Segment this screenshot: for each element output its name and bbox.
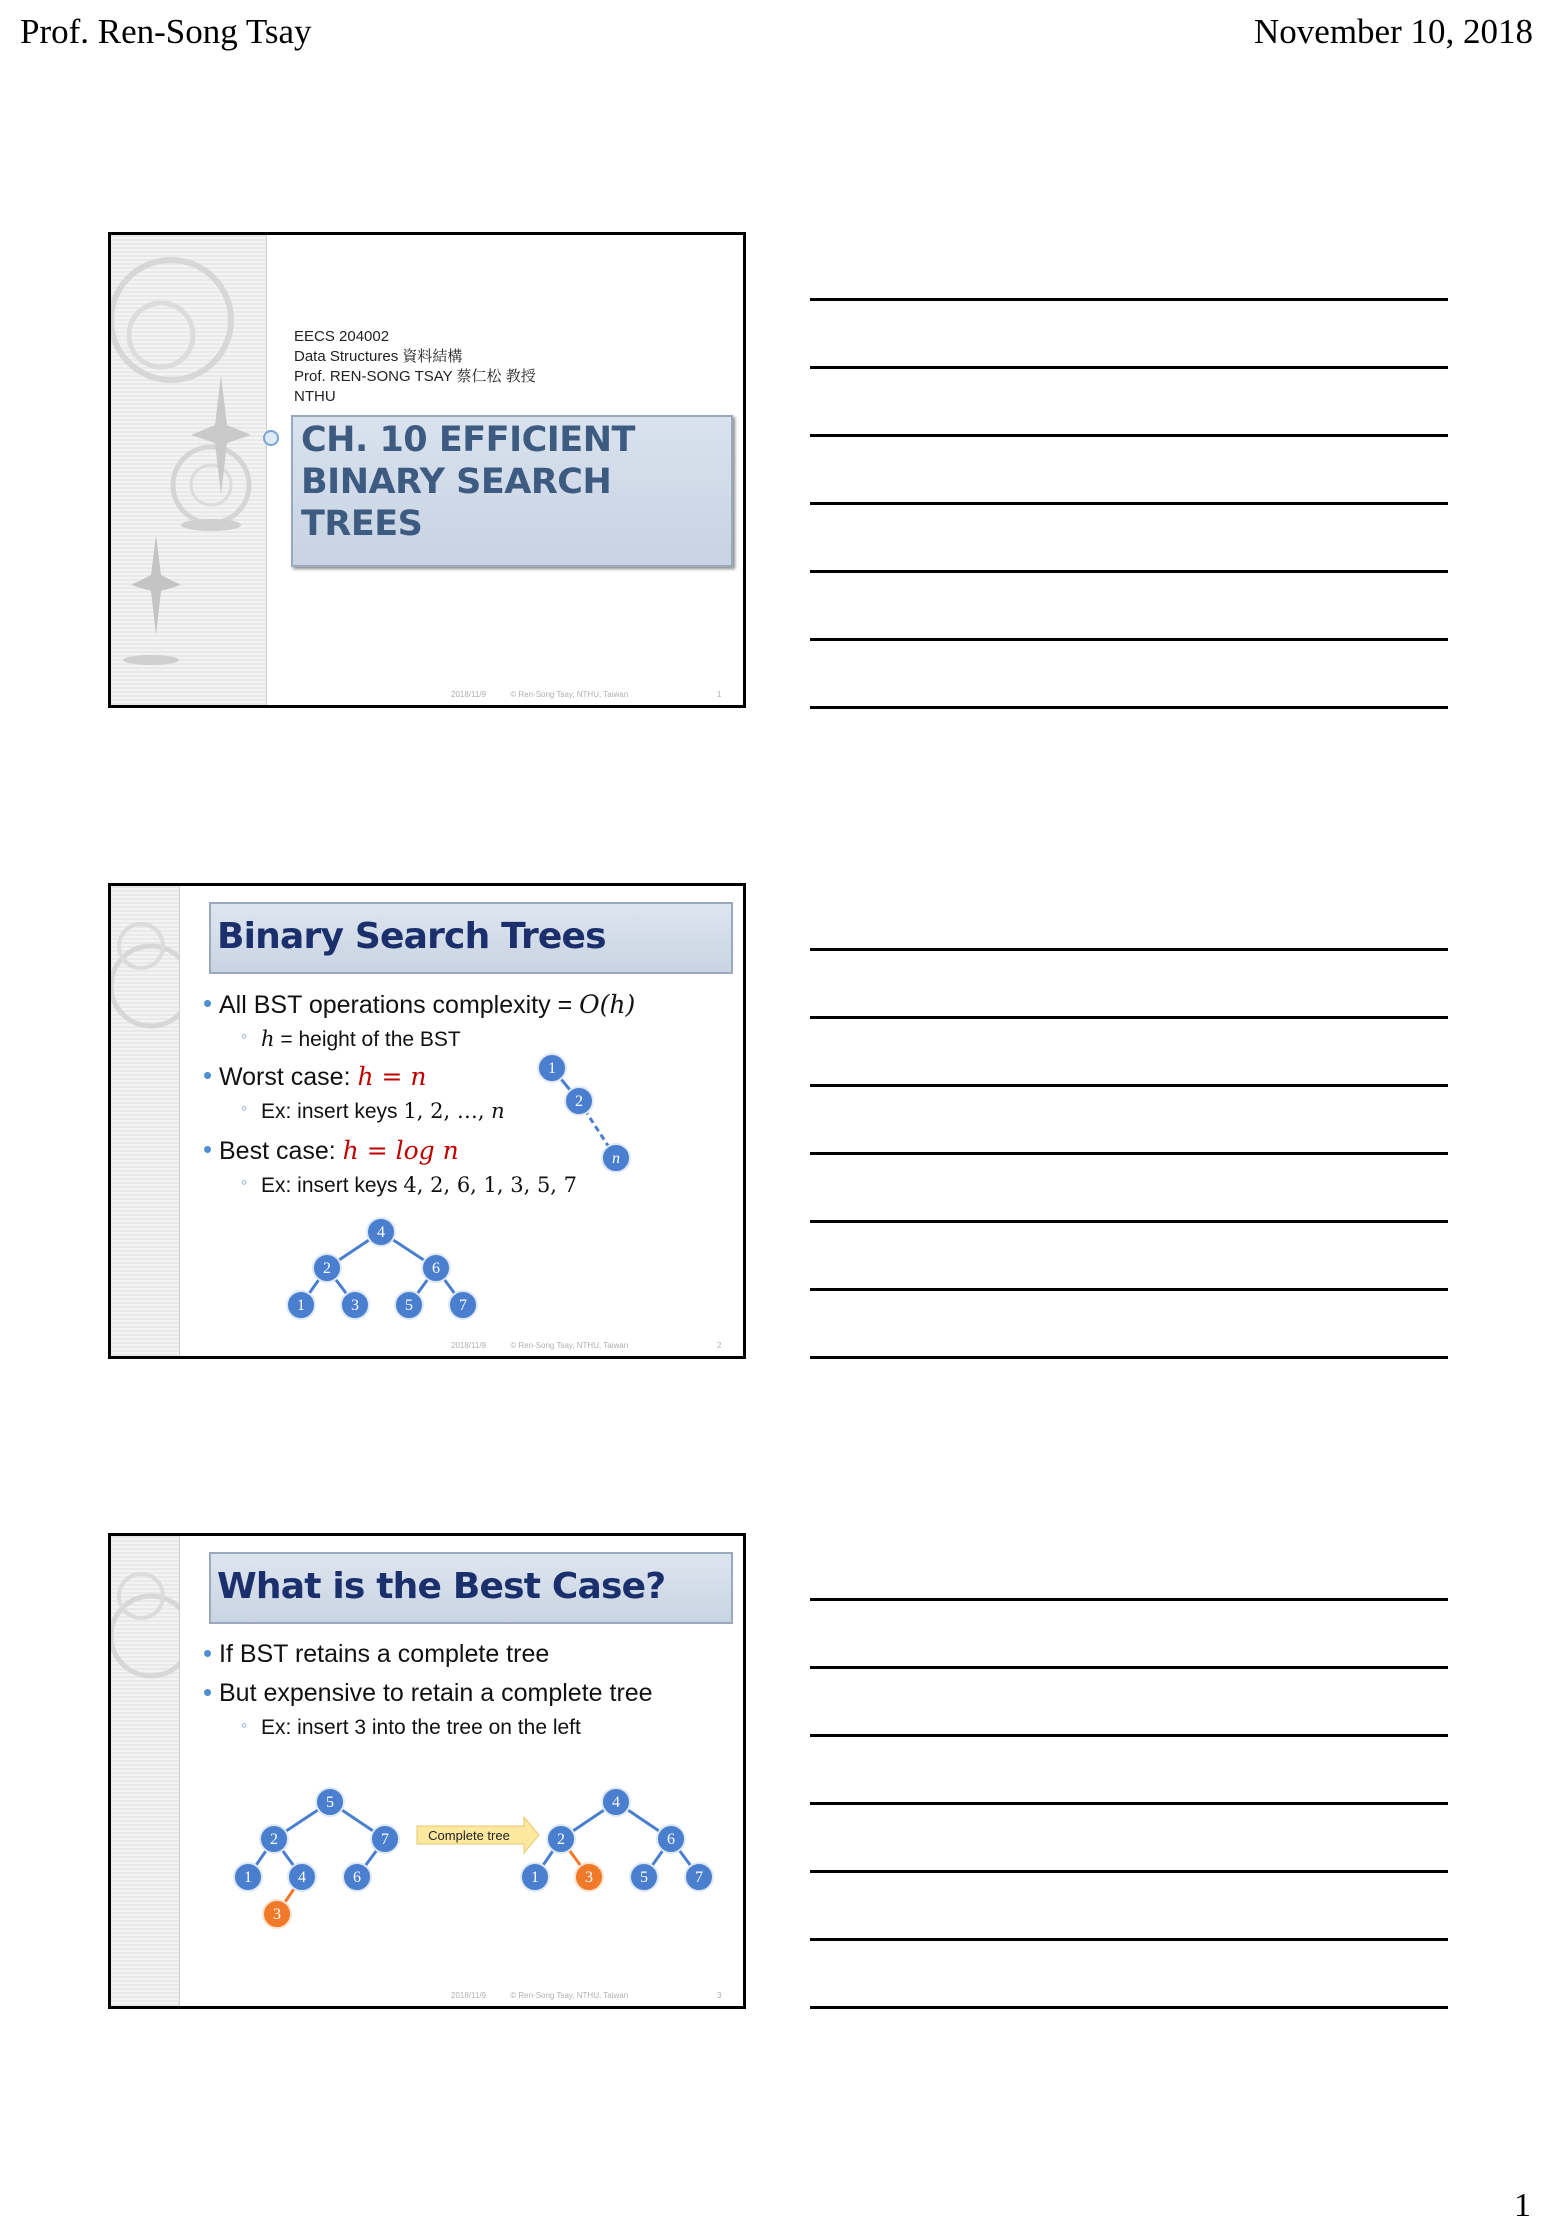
tree-node [343,1863,371,1891]
math-n: n [491,1099,505,1123]
note-line [810,1288,1448,1291]
title-box [291,415,733,567]
course-info [294,327,536,407]
svg-text:2: 2 [270,1831,278,1848]
svg-text:4: 4 [612,1794,620,1811]
note-line [810,638,1448,641]
svg-text:4: 4 [377,1224,385,1241]
bullet-expensive: • But expensive to retain a complete tree [219,1679,653,1708]
tree-node [521,1863,549,1891]
note-line [810,502,1448,505]
footer-date: 2018/11/9 [451,690,486,699]
svg-text:1: 1 [548,1060,556,1077]
note-line [810,1802,1448,1805]
sub-text: = height of the BST [274,1028,461,1051]
tree-node [538,1054,566,1082]
slide-footer [451,690,722,699]
svg-text:1: 1 [297,1297,305,1314]
slide-title [301,419,731,545]
math-big-o: O(h) [579,990,636,1019]
slide-title: Binary Search Trees [217,916,606,957]
svg-text:5: 5 [640,1869,648,1886]
slide-2 [108,883,746,1359]
tree-node [657,1825,685,1853]
svg-text:7: 7 [381,1831,389,1848]
footer-number: 3 [717,1991,722,2000]
tree-node [565,1087,593,1115]
arrow-label: Complete tree [428,1828,510,1843]
title-line-1: CH. 10 EFFICIENT [301,420,635,460]
svg-text:5: 5 [405,1297,413,1314]
tree-node [449,1291,477,1319]
note-line [810,1666,1448,1669]
slide-1 [108,232,746,708]
note-line [810,434,1448,437]
svg-text:2: 2 [557,1831,565,1848]
svg-text:1: 1 [244,1869,252,1886]
svg-text:3: 3 [585,1869,593,1886]
svg-text:3: 3 [351,1297,359,1314]
header-date: November 10, 2018 [1254,12,1533,51]
bullet-complete-tree: • If BST retains a complete tree [219,1640,549,1669]
sub-text: Ex: insert keys [261,1174,404,1197]
tree-node [602,1788,630,1816]
decor-ornament [111,235,266,708]
tree-node-inserted [263,1900,291,1928]
footer-number: 2 [717,1341,722,1350]
slide-footer [451,1341,722,1350]
slide-decor-band [111,235,267,705]
bullet-text: All BST operations complexity = [219,991,580,1019]
svg-text:5: 5 [326,1794,334,1811]
math-worst: h = n [357,1062,427,1091]
note-line [810,1734,1448,1737]
complete-tree-arrow [417,1817,539,1853]
tree-node [371,1825,399,1853]
note-line [810,1938,1448,1941]
svg-text:6: 6 [353,1869,361,1886]
svg-text:2: 2 [323,1260,331,1277]
instructor: Prof. REN-SONG TSAY 蔡仁松 教授 [294,368,536,385]
best-case-tree [287,1218,477,1319]
tree-node [341,1291,369,1319]
footer-copyright: © Ren-Song Tsay, NTHU, Taiwan [510,690,629,699]
slide-footer [451,1991,722,2000]
footer-date: 2018/11/9 [451,1341,486,1350]
note-line [810,1152,1448,1155]
note-line [810,706,1448,709]
course-code: EECS 204002 [294,328,390,345]
bullet-text: Worst case: [219,1063,358,1091]
svg-text:2: 2 [575,1093,583,1110]
note-line [810,2006,1448,2009]
note-line [810,298,1448,301]
note-line [810,366,1448,369]
svg-text:7: 7 [459,1297,467,1314]
svg-text:7: 7 [695,1869,703,1886]
svg-text:3: 3 [273,1906,281,1923]
tree-node [422,1254,450,1282]
header-author: Prof. Ren-Song Tsay [20,12,312,51]
tree-node [367,1218,395,1246]
worst-case-tree [538,1054,630,1172]
left-tree [234,1788,399,1928]
tree-node [685,1863,713,1891]
math-h: h [261,1027,275,1051]
title-bullet-dot [263,430,279,446]
footer-copyright: © Ren-Song Tsay, NTHU, Taiwan [510,1991,629,2000]
math-best: h = log n [342,1136,459,1165]
university: NTHU [294,388,336,405]
footer-date: 2018/11/9 [451,1991,486,2000]
tree-node [313,1254,341,1282]
svg-text:1: 1 [531,1869,539,1886]
tree-node [602,1144,630,1172]
slide-3 [108,1533,746,2009]
svg-text:n: n [612,1150,620,1167]
svg-text:6: 6 [667,1831,675,1848]
tree-node [287,1291,315,1319]
slide-title: What is the Best Case? [217,1566,666,1607]
tree-node-inserted [575,1863,603,1891]
bullet-text: Best case: [219,1137,343,1165]
tree-node [260,1825,288,1853]
tree-node [547,1825,575,1853]
svg-text:4: 4 [298,1869,306,1886]
right-tree [521,1788,713,1891]
note-line [810,1016,1448,1019]
note-line [810,948,1448,951]
footer-copyright: © Ren-Song Tsay, NTHU, Taiwan [510,1341,629,1350]
keys: 1, 2, …, [403,1099,492,1123]
note-line [810,1598,1448,1601]
page-number: 1 [1514,2187,1531,2224]
sub-insert-example: ◦ Ex: insert 3 into the tree on the left [261,1716,581,1740]
tree-node [316,1788,344,1816]
sub-text: Ex: insert keys [261,1100,404,1123]
tree-node [234,1863,262,1891]
tree-diagrams [111,1536,746,2009]
keys: 4, 2, 6, 1, 3, 5, 7 [403,1173,578,1197]
note-line [810,1220,1448,1223]
title-line-2: BINARY SEARCH TREES [301,462,612,544]
course-name: Data Structures 資料結構 [294,348,463,365]
tree-node [395,1291,423,1319]
note-line [810,1084,1448,1087]
note-line [810,570,1448,573]
footer-number: 1 [717,690,722,699]
svg-text:6: 6 [432,1260,440,1277]
tree-node [630,1863,658,1891]
note-line [810,1870,1448,1873]
tree-diagrams [111,886,746,1359]
tree-node [288,1863,316,1891]
note-line [810,1356,1448,1359]
